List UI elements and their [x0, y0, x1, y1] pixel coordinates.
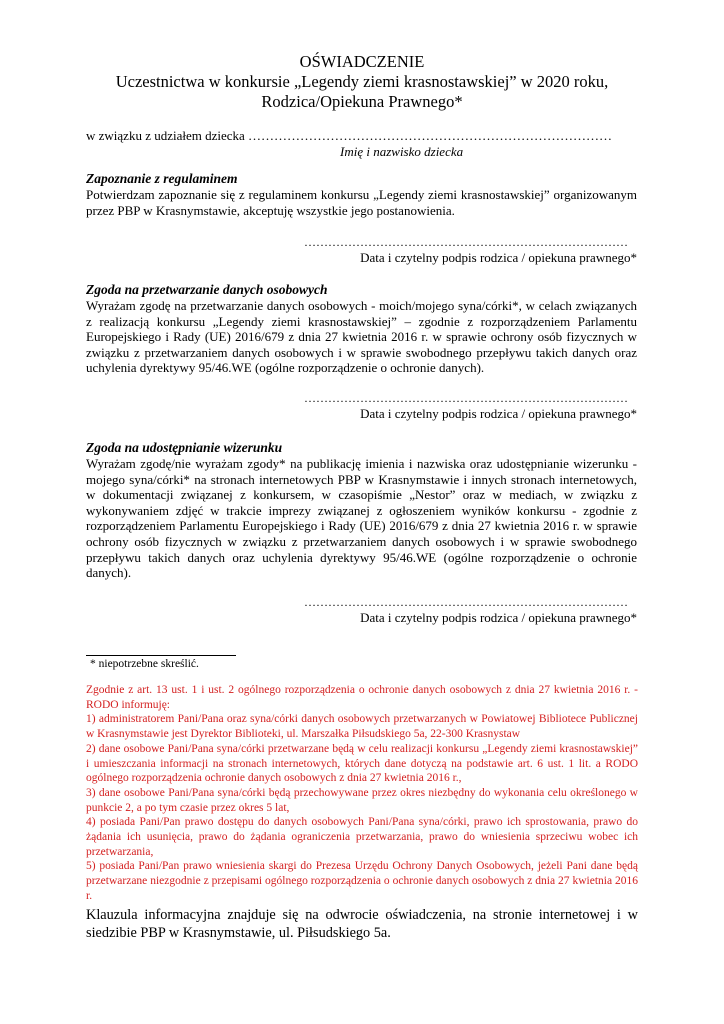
- document-subtitle-role: Rodzica/Opiekuna Prawnego*: [261, 92, 463, 111]
- gdpr-item: 3) dane osobowe Pani/Pana syna/córki będą przechowywane przez okres niezbędny do wykonania celu określonego w punkcie 2, a po tym czasie przez okres 5 lat,: [86, 786, 638, 814]
- signature-line: ………………………………………………………………………: [304, 596, 628, 608]
- information-clause-note: Klauzula informacyjna znajduje się na odwrocie oświadczenia, na stronie internetowej i w siedzibie PBP w Krasnymstawie, ul. Piłsudskiego 5a.: [86, 907, 638, 941]
- gdpr-item: 2) dane osobowe Pani/Pana syna/córki przetwarzane będą w celu realizacji konkursu „Legendy ziemi krasnostawskiej” i umieszczania informacji na stronach internetowych, których dane dotyczą na podstawie art. 6 ust. 1 lit. a RODO ogólnego rozporządzenia ochronie danych osobowych z dnia 27 kwietnia 2016 r.,: [86, 742, 638, 785]
- gdpr-item: 4) posiada Pani/Pan prawo dostępu do danych osobowych Pani/Pana syna/córki, prawo ich sprostowania, prawo do żądania ich usunięcia, prawo do żądania ograniczenia przetwarzania, prawo do wniesienia sprzeciwu wobec ich przetwarzania,: [86, 816, 638, 858]
- gdpr-information-block: [86, 683, 638, 904]
- section-body-regulations: Potwierdzam zapoznanie się z regulaminem konkursu „Legendy ziemi krasnostawskiej” organizowanym przez PBP w Krasnymstawie, akceptuję wszystkie jego postanowienia.: [86, 187, 637, 218]
- document-subtitle: Uczestnictwa w konkursie „Legendy ziemi krasnostawskiej” w 2020 roku,: [115, 72, 609, 91]
- gdpr-item: 5) posiada Pani/Pan prawo wniesienia skargi do Prezesa Urzędu Ochrony Danych Osobowych, jeżeli Pani dane będą przetwarzane niezgodnie z przepisami ogólnego rozporządzenia o ochronie danych osobowych z dnia 27 kwietnia 2016 r.: [86, 860, 638, 902]
- child-name-caption: Imię i nazwisko dziecka: [340, 144, 464, 159]
- signature-label: Data i czytelny podpis rodzica / opiekuna prawnego*: [360, 406, 637, 421]
- signature-line: ………………………………………………………………………: [304, 236, 628, 248]
- child-name-line: w związku z udziałem dziecka …………………………………………………………………………: [86, 128, 613, 143]
- section-body-image-consent: Wyrażam zgodę/nie wyrażam zgody* na publikację imienia i nazwiska oraz udostępnianie wizerunku - mojego syna/córki* na stronach internetowych PBP w Krasnymstawie i innych stronach internetowych, w dokumentacji związanej z konkursem, w czasopiśmie „Nestor” oraz w mediach, w związku z wykonywaniem zdjęć w trakcie imprezy związanej z ogłoszeniem wyników konkursu - zgodnie z rozporządzeniem Parlamentu Europejskiego i Rady (UE) 2016/679 z dnia 27 kwietnia 2016 r. w sprawie ochrony osób fizycznych w związku z przetwarzaniem danych osobowych i w sprawie swobodnego przepływu takich danych oraz uchylenia dyrektywy 95/46.WE (ogólne rozporządzenie o ochronie danych).: [86, 456, 637, 581]
- section-body-data-processing: Wyrażam zgodę na przetwarzanie danych osobowych - moich/mojego syna/córki*, w celach związanych z realizacją konkursu „Legendy ziemi krasnostawskiej” – zgodnie z rozporządzeniem Parlamentu Europejskiego i Rady (UE) 2016/679 z dnia 27 kwietnia 2016 r. w sprawie ochrony osób fizycznych w związku z przetwarzaniem danych osobowych i w sprawie swobodnego przepływu takich danych oraz uchylenia dyrektywy 95/46.WE (ogólne rozporządzenie o ochronie danych).: [86, 298, 637, 376]
- gdpr-intro: Zgodnie z art. 13 ust. 1 i ust. 2 ogólnego rozporządzenia o ochronie danych osobowych z dnia 27 kwietnia 2016 r. - RODO informuję:: [86, 684, 638, 711]
- footnote-divider: [86, 655, 236, 656]
- footnote: * niepotrzebne skreślić.: [90, 658, 199, 670]
- section-heading-image-consent: Zgoda na udostępnianie wizerunku: [86, 440, 283, 455]
- signature-line: ………………………………………………………………………: [304, 392, 628, 404]
- section-heading-data-processing: Zgoda na przetwarzanie danych osobowych: [86, 282, 328, 297]
- signature-label: Data i czytelny podpis rodzica / opiekuna prawnego*: [360, 610, 637, 625]
- signature-label: Data i czytelny podpis rodzica / opiekuna prawnego*: [360, 250, 637, 265]
- section-heading-regulations: Zapoznanie z regulaminem: [86, 171, 238, 186]
- document-title: OŚWIADCZENIE: [299, 52, 425, 71]
- gdpr-item: 1) administratorem Pani/Pana oraz syna/córki danych osobowych przetwarzanych w Powiatowej Bibliotece Publicznej w Krasnymstawie jest Dyrektor Biblioteki, ul. Marszałka Piłsudskiego 5a, 22-300 Krasnystaw: [86, 713, 638, 741]
